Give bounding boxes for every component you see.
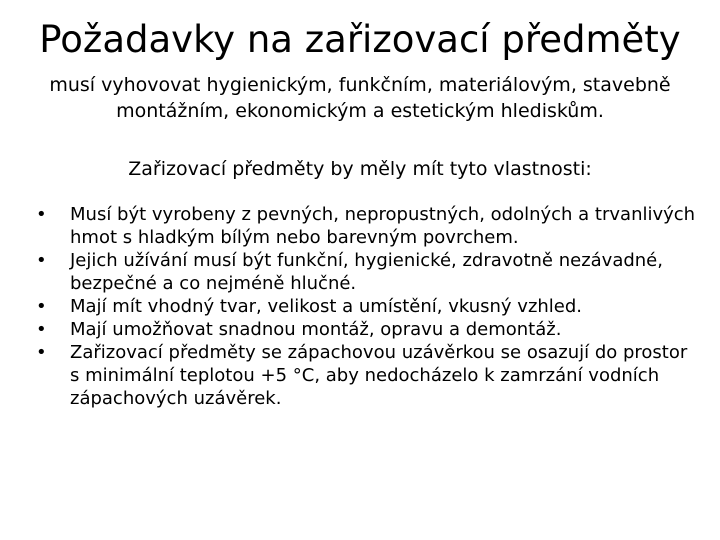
bullet-dot-icon: • [36, 296, 47, 317]
bullet-item [36, 203, 700, 249]
bullet-text: Musí být vyrobeny z pevných, nepropustných, odolných a trvanlivých hmot s hladkým bílým nebo barevným povrchem. [70, 204, 696, 248]
bullet-item [36, 341, 700, 410]
bullet-dot-icon: • [36, 204, 47, 225]
bullet-text: Zařizovací předměty se zápachovou uzávěrkou se osazují do prostor s minimální teplotou +5 °C, aby nedocházelo k zamrzání vodních zápachových uzávěrek. [70, 342, 688, 409]
slide-subtitle: musí vyhovovat hygienickým, funkčním, materiálovým, stavebně montážním, ekonomickým a estetickým hlediskům. [49, 74, 671, 122]
lead-sentence: Zařizovací předměty by měly mít tyto vlastnosti: [128, 158, 592, 180]
bullet-item [36, 249, 700, 295]
bullet-dot-icon: • [36, 250, 47, 271]
bullet-text: Mají umožňovat snadnou montáž, opravu a demontáž. [70, 319, 562, 340]
bullet-text: Jejich užívání musí být funkční, hygienické, zdravotně nezávadné, bezpečné a co nejméně hlučné. [70, 250, 663, 294]
bullet-dot-icon: • [36, 342, 47, 363]
bullet-text: Mají mít vhodný tvar, velikost a umístění, vkusný vzhled. [70, 296, 583, 317]
bullet-dot-icon: • [36, 319, 47, 340]
bullet-item [36, 318, 700, 341]
slide-title: Požadavky na zařizovací předměty [39, 18, 681, 61]
bullet-list [36, 203, 700, 410]
bullet-item [36, 295, 700, 318]
